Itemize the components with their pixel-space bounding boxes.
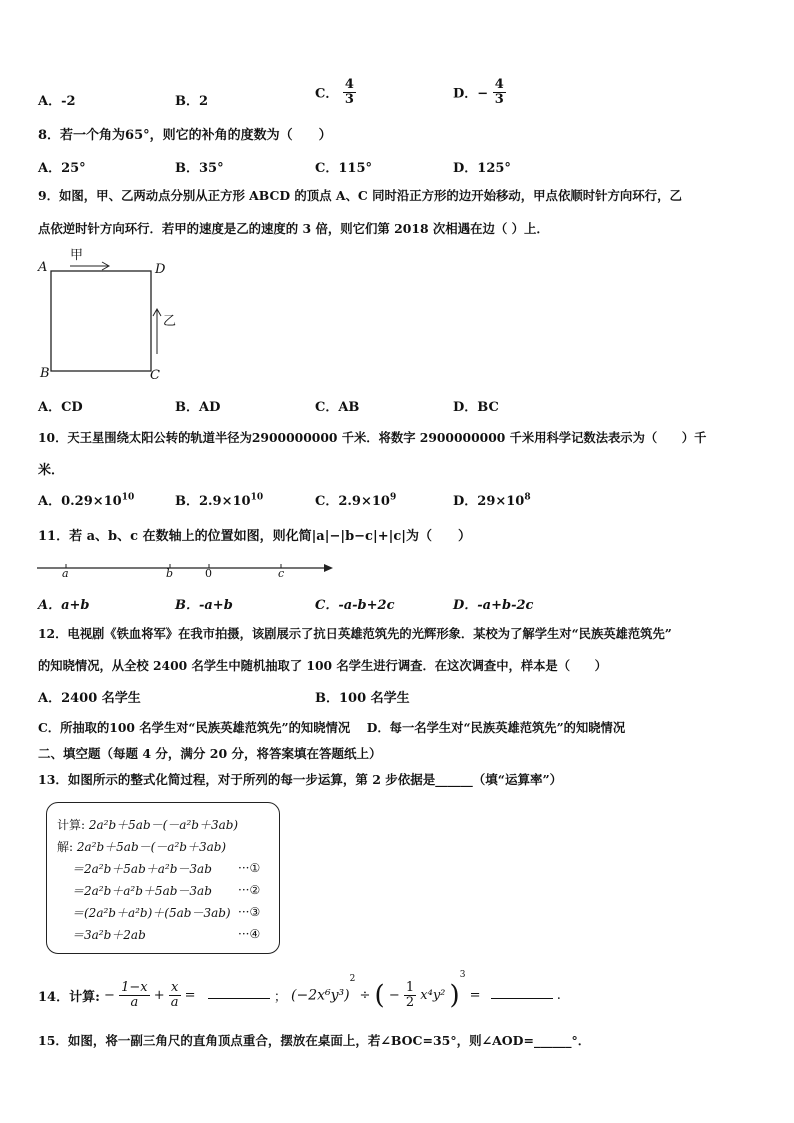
q10-option-b-exp: 10 bbox=[250, 492, 264, 503]
fraction-denominator: 2 bbox=[405, 995, 415, 1010]
calc-label: 计算: bbox=[57, 818, 86, 832]
q11-option-c: C．-a-b+2c bbox=[315, 598, 395, 613]
fraction-denominator: a bbox=[170, 995, 179, 1010]
q9-square-figure bbox=[30, 244, 190, 384]
fraction-denominator: 3 bbox=[344, 91, 354, 107]
q11-option-a: A．a+b bbox=[38, 598, 90, 613]
q11-number-line bbox=[35, 558, 340, 588]
step-marker-2: ···② bbox=[238, 883, 261, 897]
vertex-a-label: A bbox=[38, 260, 48, 275]
q14-minus: − bbox=[104, 988, 115, 1003]
step-marker-1: ···① bbox=[238, 861, 261, 875]
q14-fraction-half bbox=[404, 981, 416, 1009]
q13-calc-row bbox=[57, 816, 238, 833]
axis-label-c: c bbox=[278, 567, 285, 580]
q9-option-a: A．CD bbox=[38, 400, 83, 415]
q9-stem-line2: 点依逆时针方向环行．若甲的速度是乙的速度的 3 倍，则它们第 2018 次相遇在边（ ）上． bbox=[38, 221, 549, 236]
q8-option-d: D．125° bbox=[453, 161, 511, 176]
q14-equals-2: = bbox=[469, 988, 481, 1003]
q13-stem: 13．如图所示的整式化简过程，对于所列的每一步运算，第 2 步依据是______（填“运算率”） bbox=[38, 772, 563, 787]
fraction-numerator: x bbox=[169, 981, 181, 996]
section-2-title: 二、填空题（每题 4 分，满分 20 分，将答案填在答题纸上） bbox=[38, 746, 382, 761]
q10-option-a-exp: 10 bbox=[121, 492, 135, 503]
square-abcd bbox=[51, 271, 151, 371]
q14-right-paren: ) bbox=[449, 980, 460, 1011]
q10-option-d-exp: 8 bbox=[524, 492, 531, 503]
q12-option-b: B．100 名学生 bbox=[315, 691, 410, 706]
jia-label: 甲 bbox=[70, 248, 84, 263]
q14-expression bbox=[38, 970, 561, 1011]
q12-options-cd: C．所抽取的100 名学生对“民族英雄范筑先”的知晓情况 D．每一名学生对“民族英雄范筑先”的知晓情况 bbox=[38, 720, 626, 735]
q14-term-1: (−2x⁶y³) bbox=[291, 987, 350, 1004]
q14-divide: ÷ bbox=[359, 988, 371, 1003]
q13-step-3: ＝(2a²b＋a²b)＋(5ab－3ab) bbox=[72, 906, 231, 920]
q11-stem: 11．若 a、b、c 在数轴上的位置如图，则化简|a|−|b−c|+|c|为（ ） bbox=[38, 529, 471, 544]
q14-end: . bbox=[556, 988, 561, 1003]
q14-equals-1: = bbox=[184, 988, 196, 1003]
step-marker-4: ···④ bbox=[238, 927, 261, 941]
q12-stem-line1: 12．电视剧《铁血将军》在我市拍摄，该剧展示了抗日英雄范筑先的光辉形象．某校为了解学生对“民族英雄范筑先” bbox=[38, 626, 672, 641]
q14-prefix: 14．计算: bbox=[38, 990, 100, 1005]
q12-stem-line2: 的知晓情况，从全校 2400 名学生中随机抽取了 100 名学生进行调查．在这次调查中，样本是（ ） bbox=[38, 658, 607, 673]
q9-option-b: B．AD bbox=[175, 400, 221, 415]
q7-option-d bbox=[453, 78, 506, 106]
q13-step-1: ＝2a²b＋5ab＋a²b－3ab bbox=[72, 862, 212, 876]
q12-option-a: A．2400 名学生 bbox=[38, 691, 141, 706]
q14-left-paren: ( bbox=[374, 980, 385, 1011]
q7-option-a: A．-2 bbox=[38, 94, 76, 109]
q7-option-d-prefix: D．− bbox=[453, 86, 489, 102]
q10-option-b bbox=[175, 490, 263, 509]
axis-label-0: 0 bbox=[205, 567, 212, 580]
q9-stem-line1: 9．如图，甲、乙两动点分别从正方形 ABCD 的顶点 A、C 同时沿正方形的边开始移动，甲点依顺时针方向环行，乙 bbox=[38, 188, 682, 203]
step-marker-3: ···③ bbox=[238, 905, 261, 919]
fraction-denominator: a bbox=[130, 995, 139, 1010]
q14-exponent-2: 2 bbox=[349, 974, 356, 984]
q10-option-d-base: D．29×10 bbox=[453, 494, 525, 509]
q9-option-d: D．BC bbox=[453, 400, 499, 415]
vertex-d-label: D bbox=[155, 262, 166, 277]
q10-stem-line1: 10．天王星围绕太阳公转的轨道半径为2900000000 千米．将数字 2900000000 千米用科学记数法表示为（ ）千 bbox=[38, 430, 707, 445]
fraction-denominator: 3 bbox=[494, 91, 504, 107]
q10-option-a bbox=[38, 490, 134, 509]
solution-expression: 2a²b＋5ab－(－a²b＋3ab) bbox=[76, 840, 227, 854]
q10-option-c-exp: 9 bbox=[389, 492, 397, 503]
q7-option-c bbox=[315, 78, 356, 106]
q9-option-c: C．AB bbox=[315, 400, 360, 415]
q14-fraction-2 bbox=[169, 981, 181, 1009]
q15-stem: 15．如图，将一副三角尺的直角顶点重合，摆放在桌面上，若∠BOC=35°，则∠AOD=______°． bbox=[38, 1033, 591, 1048]
fraction-numerator: 4 bbox=[344, 77, 354, 92]
q8-stem: 8．若一个角为65°，则它的补角的度数为（ ） bbox=[38, 128, 332, 143]
vertex-b-label: B bbox=[40, 366, 50, 381]
axis-label-b: b bbox=[166, 567, 174, 580]
q8-option-b: B．35° bbox=[175, 161, 224, 176]
number-line-svg bbox=[35, 558, 340, 588]
q8-option-a: A．25° bbox=[38, 161, 86, 176]
q14-inner-minus: − bbox=[388, 988, 400, 1003]
q14-exponent-3: 3 bbox=[459, 970, 466, 980]
q7-option-b: B．2 bbox=[175, 94, 209, 109]
q10-option-c bbox=[315, 490, 396, 509]
yi-label: 乙 bbox=[163, 314, 177, 329]
q14-fraction-1 bbox=[119, 981, 150, 1009]
axis-label-a: a bbox=[62, 567, 69, 580]
solution-label: 解: bbox=[57, 840, 74, 854]
q10-option-d bbox=[453, 490, 531, 509]
vertex-c-label: C bbox=[150, 368, 160, 383]
q8-option-c: C．115° bbox=[315, 161, 372, 176]
q7-option-c-prefix: C． bbox=[315, 86, 339, 102]
q13-solution-row bbox=[57, 838, 226, 855]
fraction-numerator: 1−x bbox=[121, 980, 148, 996]
q11-option-d: D．-a+b-2c bbox=[453, 598, 534, 613]
fraction-numerator: 4 bbox=[494, 77, 504, 92]
q13-step-4: ＝3a²b＋2ab bbox=[72, 928, 146, 942]
q14-plus: + bbox=[153, 988, 165, 1003]
q10-option-b-base: B．2.9×10 bbox=[175, 494, 251, 509]
q10-option-c-base: C．2.9×10 bbox=[315, 494, 390, 509]
number-line-arrow bbox=[324, 564, 333, 572]
q14-inner-rest: x⁴y² bbox=[420, 988, 446, 1003]
q14-separator: ； bbox=[273, 990, 287, 1005]
q7-option-d-fraction bbox=[493, 78, 506, 106]
fraction-numerator: 1 bbox=[405, 980, 415, 996]
q11-option-b: B．-a+b bbox=[175, 598, 233, 613]
q10-option-a-base: A．0.29×10 bbox=[38, 494, 122, 509]
q13-step-2: ＝2a²b＋a²b＋5ab－3ab bbox=[72, 884, 212, 898]
q10-stem-line2: 米． bbox=[38, 463, 65, 478]
calc-expression: 2a²b＋5ab－(－a²b＋3ab) bbox=[88, 818, 239, 832]
q14-answer-blank-2[interactable] bbox=[491, 998, 553, 999]
q14-answer-blank-1[interactable] bbox=[208, 998, 270, 999]
q7-option-c-fraction bbox=[343, 78, 356, 106]
